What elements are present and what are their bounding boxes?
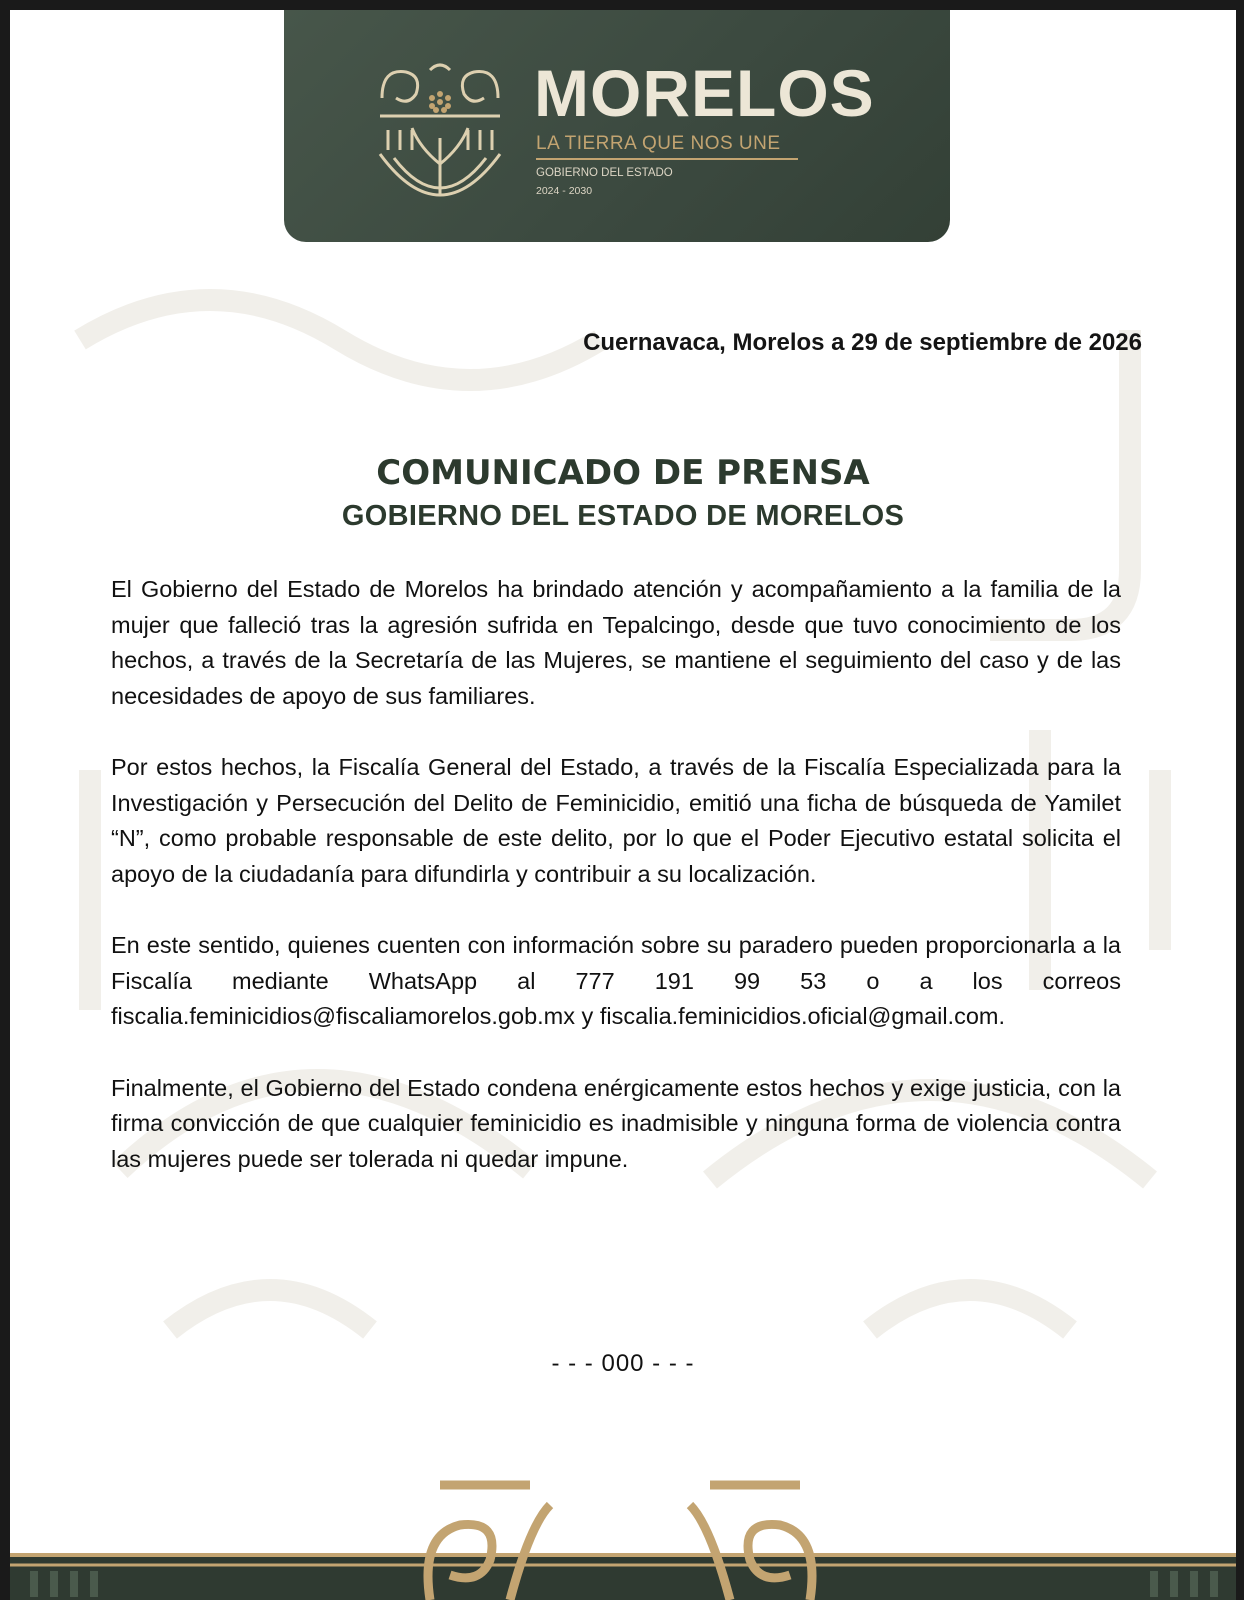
brand-slogan: LA TIERRA QUE NOS UNE (536, 133, 781, 154)
morelos-emblem-icon (372, 58, 508, 204)
government-period: 2024 - 2030 (536, 185, 593, 197)
government-label: GOBIERNO DEL ESTADO (536, 167, 673, 179)
brand-divider (536, 158, 798, 160)
document-subtitle: GOBIERNO DEL ESTADO DE MORELOS (341, 500, 905, 532)
document-body (111, 572, 1121, 1213)
footer-ornament (10, 1465, 1236, 1600)
document-title: COMUNICADO DE PRENSA (376, 453, 870, 493)
contact-joiner: y (581, 1003, 594, 1029)
header-banner (284, 10, 950, 242)
paragraph-contact (111, 928, 1121, 1035)
brand-name: MORELOS (534, 56, 875, 130)
press-release-page (10, 10, 1236, 1600)
email-link-fiscalia[interactable]: fiscalia.feminicidios@fiscaliamorelos.gob.mx (111, 1003, 575, 1029)
email-link-gmail[interactable]: fiscalia.feminicidios.oficial@gmail.com (599, 1003, 999, 1029)
paragraph-search-notice: Por estos hechos, la Fiscalía General del Estado, a través de la Fiscalía Especializada para la Investigación y Persecución del Delito de Feminicidio, emitió una ficha de búsqueda de Yamilet “N”, como probable responsable de este delito, por lo que el Poder Ejecutivo estatal solicita el apoyo de la ciudadanía para difundirla y contribuir a su localización. (111, 754, 1121, 887)
closing-mark: - - - 000 - - - (551, 1350, 695, 1377)
contact-lead: En este sentido, quienes cuenten con información sobre su paradero pueden proporcionarla a la Fiscalía mediante WhatsApp al 777 191 99 53 o a los correos (111, 932, 1121, 994)
paragraph-attention: El Gobierno del Estado de Morelos ha brindado atención y acompañamiento a la familia de la mujer que falleció tras la agresión sufrida en Tepalcingo, desde que tuvo conocimiento de los hechos, a través de la Secretaría de las Mujeres, se mantiene el seguimiento del caso y de las necesidades de apoyo de sus familiares. (111, 576, 1121, 709)
paragraph-conclusion: Finalmente, el Gobierno del Estado condena enérgicamente estos hechos y exige justicia, con la firma convicción de que cualquier feminicidio es inadmisible y ninguna forma de violencia contra las mujeres puede ser tolerada ni quedar impune. (111, 1074, 1121, 1172)
contact-end: . (998, 1003, 1006, 1029)
dateline: Cuernavaca, Morelos a 29 de septiembre de 2026 (583, 329, 1142, 356)
